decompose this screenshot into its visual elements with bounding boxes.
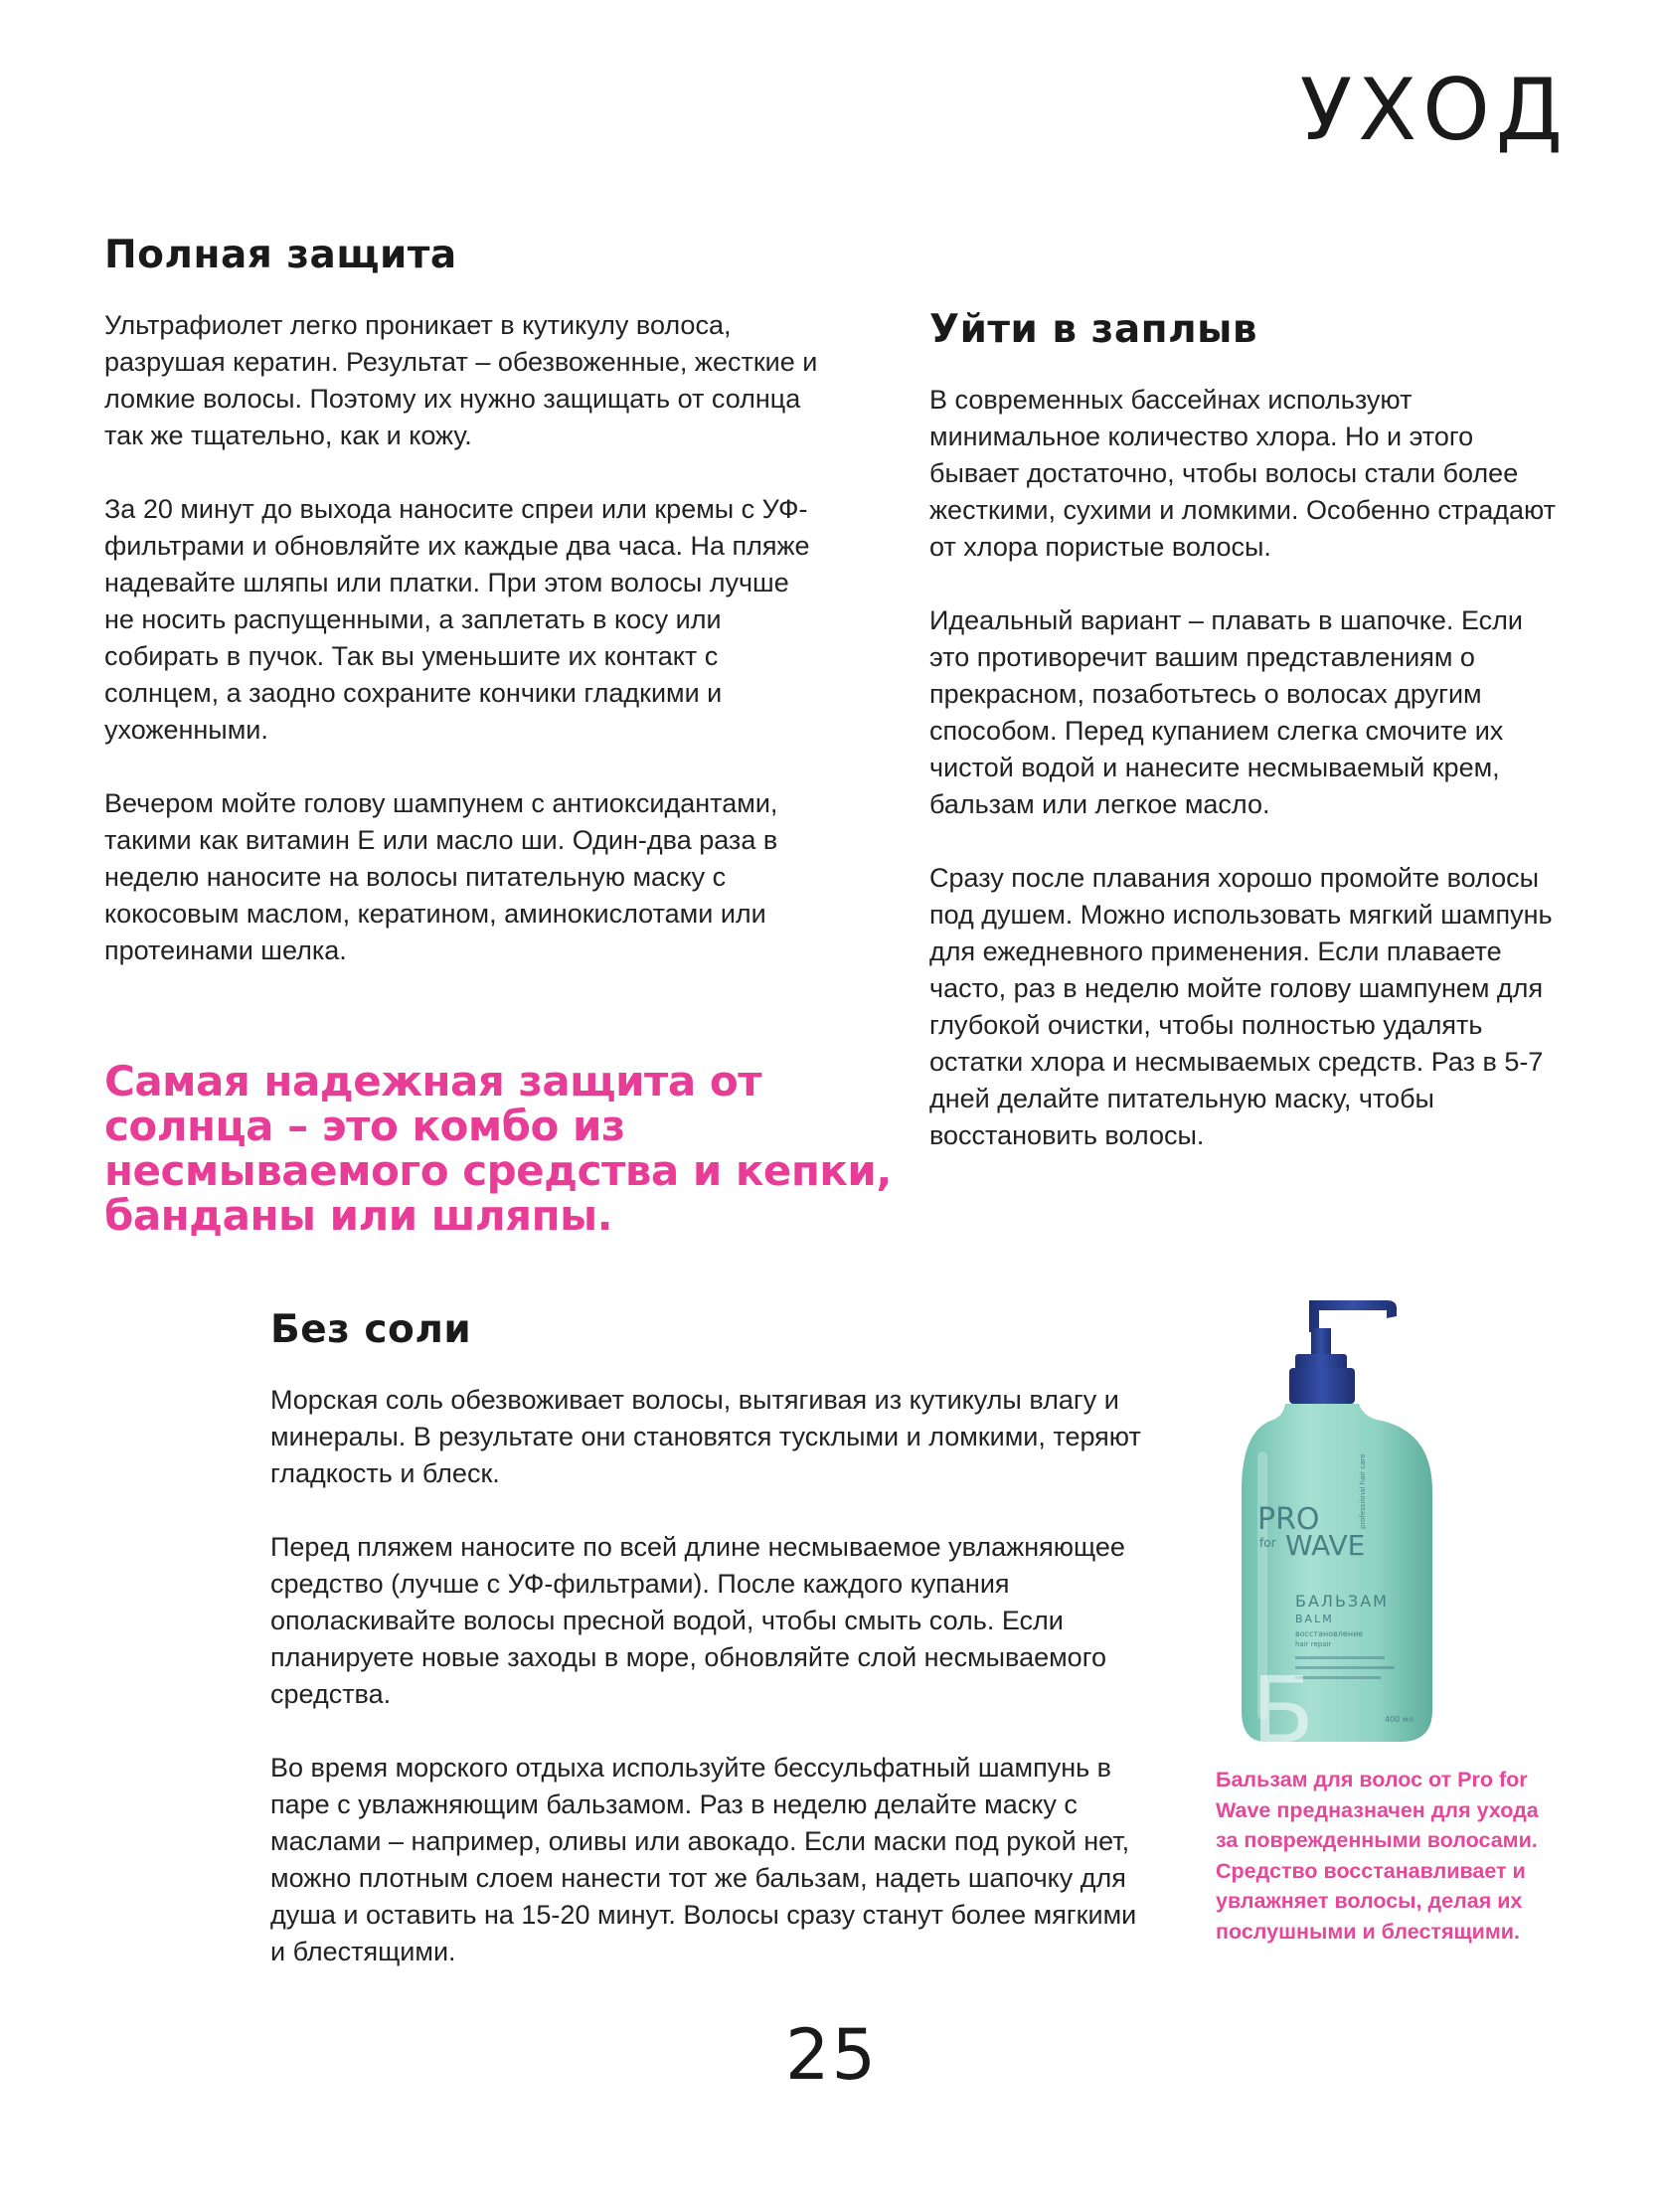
- brand-bottom: WAVE: [1285, 1529, 1366, 1562]
- pump-icon: [1289, 1300, 1397, 1404]
- section-title: УХОД: [1299, 61, 1569, 160]
- product-subtitle: восстановление: [1295, 1629, 1364, 1638]
- pull-quote: Самая надежная защита от солнца – это комбо из несмываемого средства и кепки, банданы или шляпы.: [104, 1057, 892, 1240]
- paragraph: Идеальный вариант – плавать в шапочке. Если это противоречит вашим представлениям о прекрасном, позаботьтесь о волосах другим способом. Перед купанием слегка смочите их чистой водой и нанесите несмываемый крем, бальзам или легкое масло.: [929, 604, 1523, 819]
- heading-no-salt: Без соли: [270, 1307, 472, 1352]
- paragraph: Сразу после плавания хорошо промойте волосы под душем. Можно использовать мягкий шампунь для ежедневного применения. Если плаваете часто, раз в неделю мойте голову шампунем для глубокой очистки, чтобы полностью удалять остатки хлора и несмываемых средств. Раз в 5-7 дней делайте питательную маску, чтобы восстановить волосы.: [929, 862, 1553, 1150]
- article-block-full-protection: [104, 235, 820, 1006]
- paragraph: Вечером мойте голову шампунем с антиоксидантами, такими как витамин Е или масло ши. Один-два раза в неделю наносите на волосы питательную маску с кокосовым маслом, кератином, аминокислотами или протеинами шелка.: [104, 787, 778, 965]
- article-block-swimming: [929, 309, 1566, 1191]
- page-number: 25: [784, 2014, 879, 2096]
- paragraph: Ультрафиолет легко проникает в кутикулу волоса, разрушая кератин. Результат – обезвоженные, жесткие и ломкие волосы. Поэтому их нужно защищать от солнца так же тщательно, как и кожу.: [104, 309, 818, 450]
- paragraph: Морская соль обезвоживает волосы, вытягивая из кутикулы влагу и минералы. В результате они становятся тусклыми и ломкими, теряют гладкость и блеск.: [270, 1384, 1141, 1488]
- paragraph: За 20 минут до выхода наносите спреи или кремы с УФ-фильтрами и обновляйте их каждые два часа. На пляже надевайте шляпы или платки. При этом волосы лучше не носить распущенными, а заплетать в косу или собирать в пучок. Так вы уменьшите их контакт с солнцем, а заодно сохраните кончики гладкими и ухоженными.: [104, 493, 810, 745]
- product-big-letter: Б: [1251, 1657, 1315, 1750]
- brand-tag: professional hair care: [1359, 1453, 1367, 1529]
- article-block-no-salt: [270, 1309, 1145, 2007]
- product-caption: Бальзам для волос от Pro for Wave предназначен для ухода за поврежденными волосами. Средство восстанавливает и увлажняет волосы, делая их послушными и блестящими.: [1216, 1768, 1539, 1944]
- heading-swimming: Уйти в заплыв: [929, 307, 1258, 352]
- brand-top: PRO: [1257, 1502, 1320, 1537]
- paragraph: Перед пляжем наносите по всей длине несмываемое увлажняющее средство (лучше с УФ-фильтрами). После каждого купания ополаскивайте волосы пресной водой, чтобы смыть соль. Если планируете новые заходы в море, обновляйте слой несмываемого средства.: [270, 1531, 1125, 1709]
- product-bottle-image: [1238, 1292, 1446, 1750]
- paragraph: Во время морского отдыха используйте бессульфатный шампунь в паре с увлажняющим бальзамом. Раз в неделю делайте маску с маслами – например, оливы или авокадо. Если маски под рукой нет, можно плотным слоем нанести тот же бальзам, надеть шапочку для душа и оставить на 15-20 минут. Волосы сразу станут более мягкими и блестящими.: [270, 1752, 1137, 1966]
- product-name-ru: БАЛЬЗАМ: [1295, 1592, 1389, 1611]
- heading-full-protection: Полная защита: [104, 233, 457, 277]
- brand-small: for: [1259, 1536, 1276, 1550]
- paragraph: В современных бассейнах используют минимальное количество хлора. Но и этого бывает достаточно, чтобы волосы стали более жесткими, сухими и ломкими. Особенно страдают от хлора пористые волосы.: [929, 384, 1557, 562]
- product-subtitle-en: hair repair: [1295, 1640, 1332, 1648]
- product-name-en: BALM: [1295, 1613, 1334, 1625]
- product-volume: 400 мл: [1385, 1715, 1414, 1724]
